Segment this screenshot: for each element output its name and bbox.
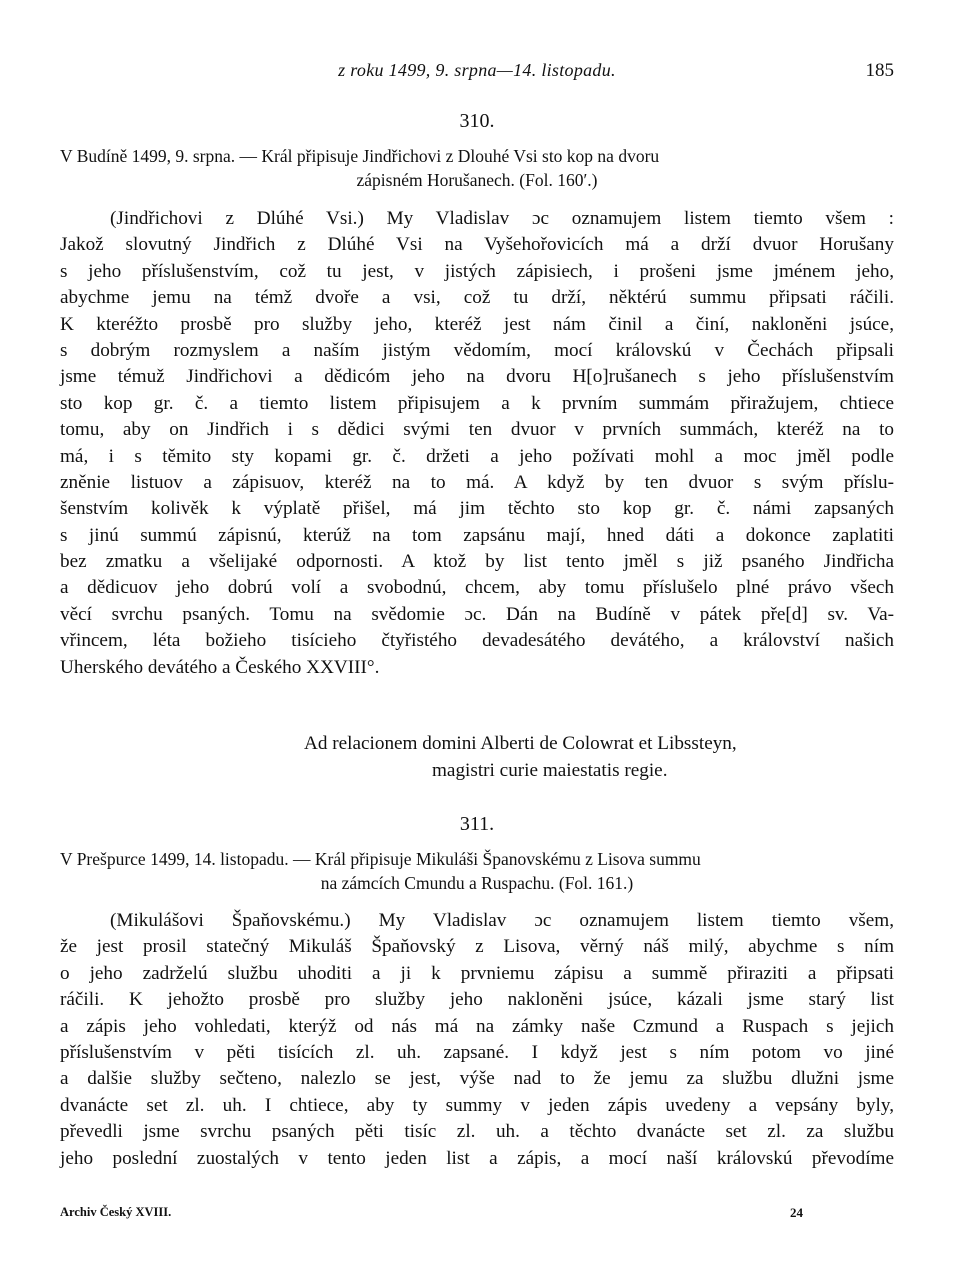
sheet-number: 24 [790, 1205, 803, 1220]
regest-line: V Budíně 1499, 9. srpna. — Král připisuje Jindřichovi z Dlouhé Vsi sto kop na dvoru [60, 146, 660, 166]
regest-line: na zámcích Cmundu a Ruspachu. (Fol. 161.) [320, 873, 634, 893]
page-footer [60, 1205, 894, 1225]
signature-310 [60, 730, 894, 784]
printer-signature: Archiv Český XVIII. [60, 1205, 172, 1219]
body-line: (Jindřichovi z Dlúhé Vsi.) My Vladislav ɔc oznamujem listem tiemto všem : [110, 208, 894, 229]
body-line: věcí svrchu psaných. Tomu na svědomie ɔc. Dán na Budíně v pátek pře[d] sv. Va- [60, 603, 894, 625]
regest-311 [60, 847, 894, 895]
body-line: o jeho zadrželú službu uhoditi a ji k prvniemu zápisu a summě přiraziti a připsati [60, 962, 894, 984]
body-line: zněnie listuov a zápisuov, kteréž na to má. A když by ten dvuor s svým příslu- [60, 471, 894, 493]
body-line: má, i s těmito sty kopami gr. č. držeti a jeho požívati mohl a moc jměl podle [60, 445, 894, 467]
page-number: 185 [865, 60, 894, 81]
body-line: bez zmatku a všelijaké odpornosti. A ktož by list tento jměl s již psaného Jindřicha [60, 551, 894, 573]
body-line: jeho poslední zuostalých v tento jeden list a zápis, a mocí naší královskú převodíme [60, 1147, 894, 1169]
body-line: s dobrým rozmyslem a naším jistým vědomím, mocí královskú v Čechách připsali [60, 339, 894, 361]
signature-line: Ad relacionem domini Alberti de Colowrat et Libssteyn, [304, 733, 737, 754]
body-line: a dědicuov jeho dobrú volí a svobodnú, chcem, aby tomu příslušelo plné právo všech [60, 577, 894, 599]
document-number-310: 310. [459, 110, 495, 132]
running-head [60, 60, 894, 86]
body-line: šenstvím kolivěk k výplatě přišel, má jim těchto sto kop gr. č. námi zapsaných [60, 498, 894, 520]
regest-310 [60, 144, 894, 192]
body-line: s jinú summú zápisnú, kterúž na tom zapsánu mají, hned dáti a dokonce zaplatiti [60, 524, 894, 546]
document-number-311: 311. [459, 813, 495, 835]
body-line: s jeho příslušenstvím, což tu jest, v jistých zápisiech, i prošeni jsme jménem jeho, [60, 260, 894, 282]
body-line: a zápis jeho vohledati, kterýž od nás má na zámky naše Czmund a Ruspach s jejich [60, 1015, 894, 1037]
body-line: K kteréžto prosbě pro služby jeho, kteréž jest nám činil a činí, nakloněni jsúce, [60, 313, 894, 335]
body-line: (Mikulášovi Špaňovskému.) My Vladislav ɔc oznamujem listem tiemto všem, [110, 910, 894, 931]
document-body-311 [60, 908, 894, 1172]
body-line: dvanácte set zl. uh. I chtiece, aby ty summy v jeden zápis uvedeny a vepsány byly, [60, 1094, 894, 1116]
body-line: tomu, aby on Jindřich i s dědici svými ten dvuor v prvních summách, kteréž na to [60, 419, 894, 441]
body-line: sto kop gr. č. a tiemto listem připisujem a k prvním summám přiražujem, chtiece [60, 392, 894, 414]
body-line: a dalšie služby sečteno, nalezlo se jest, výše nad to že jemu za službu dlužni jsme [60, 1068, 894, 1090]
signature-line: magistri curie maiestatis regie. [432, 760, 668, 781]
document-page [60, 0, 894, 1280]
document-body-310 [60, 206, 894, 681]
regest-line: zápisném Horušanech. (Fol. 160′.) [356, 170, 598, 190]
body-line: abychme jemu na témž dvoře a vsi, což tu drží, něktérú summu připsati ráčili. [60, 287, 894, 309]
running-head-title: z roku 1499, 9. srpna—14. listopadu. [338, 60, 616, 80]
body-line: ráčili. K jehožto prosbě pro služby jeho nakloněni jsúce, kázali jsme starý list [60, 989, 894, 1011]
body-line: Jakož slovutný Jindřich z Dlúhé Vsi na Vyšehořovicích má a drží dvuor Horušany [60, 234, 894, 256]
body-line: Uherského devátého a Českého XXVIII°. [60, 656, 380, 678]
body-line: že jest prosil statečný Mikuláš Špaňovský z Lisova, věrný náš milý, abychme s ním [60, 936, 894, 958]
body-line: převedli jsme svrchu psaných pěti tisíc zl. uh. a těchto dvanácte set zl. za službu [60, 1121, 894, 1143]
body-line: jsme témuž Jindřichovi a dědicóm jeho na dvoru H[o]rušanech s jeho příslušenstvím [60, 366, 894, 388]
body-line: vřincem, léta božieho tisícieho čtyřistého devadesátého devátého, a království našich [60, 630, 894, 652]
regest-line: V Prešpurce 1499, 14. listopadu. — Král připisuje Mikuláši Španovskému z Lisova summu [60, 849, 701, 869]
body-line: příslušenstvím v pěti tisících zl. uh. zapsané. I když jest s ním potom vo jiné [60, 1041, 894, 1063]
